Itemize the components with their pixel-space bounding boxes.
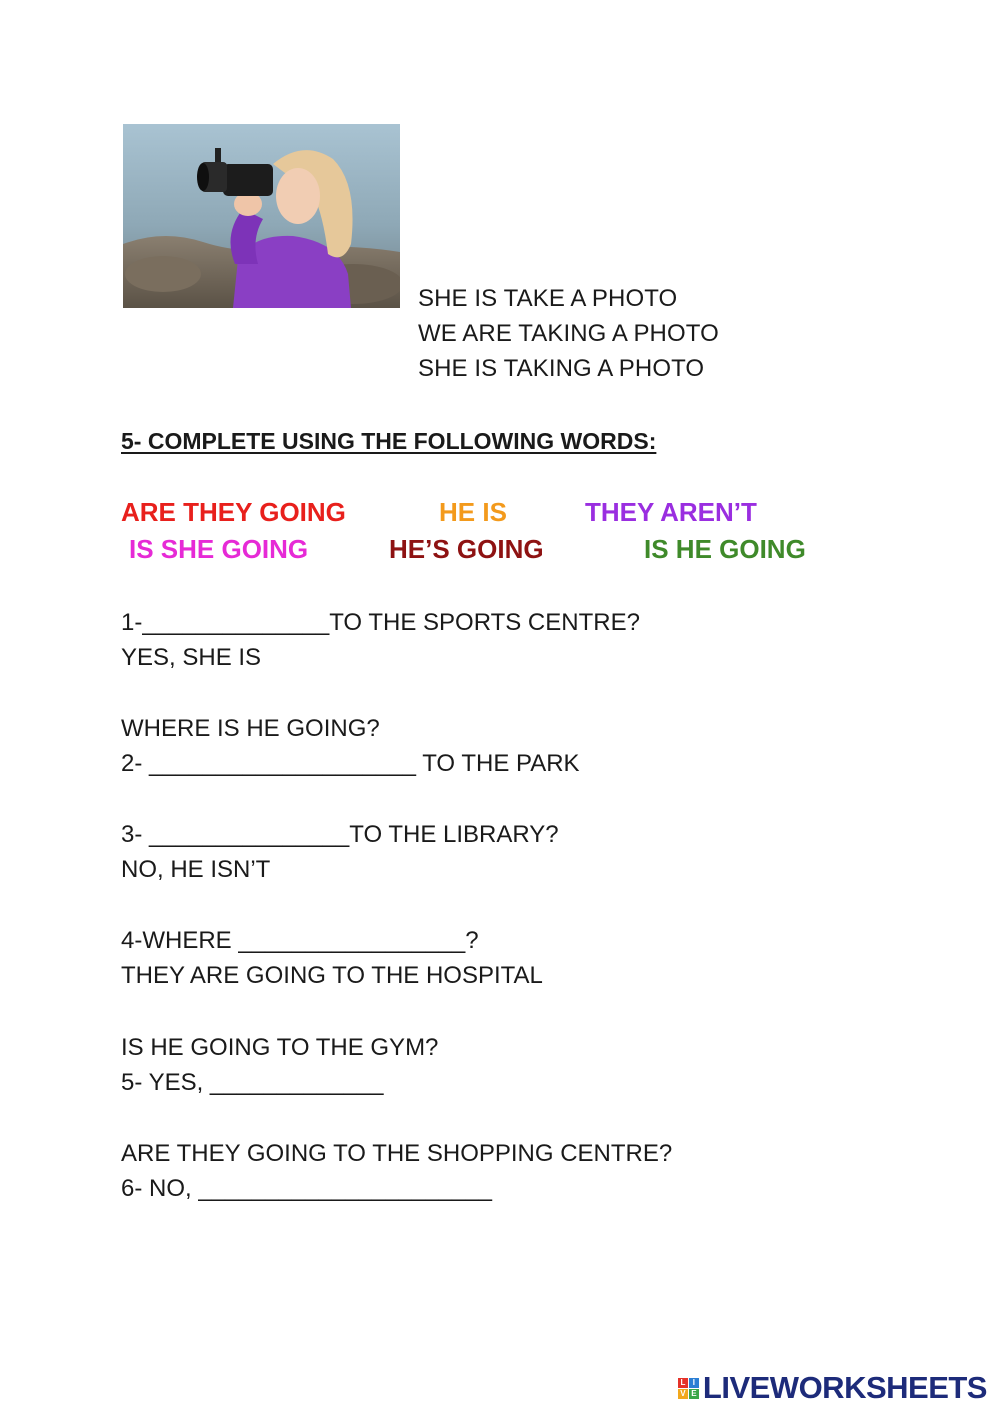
- answer-4: THEY ARE GOING TO THE HOSPITAL: [121, 962, 543, 989]
- prompt-6: ARE THEY GOING TO THE SHOPPING CENTRE?: [121, 1140, 673, 1167]
- word-bank-item: ARE THEY GOING: [121, 497, 346, 527]
- logo-blocks-icon: L I V E: [678, 1378, 699, 1399]
- word-bank-item: IS SHE GOING: [129, 534, 309, 564]
- answer-1: YES, SHE IS: [121, 644, 262, 671]
- question-1: 1-______________TO THE SPORTS CENTRE?: [121, 609, 640, 636]
- word-bank-item: HE IS: [439, 497, 507, 527]
- question-3: 3- _______________TO THE LIBRARY?: [121, 821, 559, 848]
- girl-photographer-photo: [123, 124, 400, 308]
- answer-2: 2- ____________________ TO THE PARK: [121, 750, 580, 777]
- option-line: SHE IS TAKE A PHOTO: [418, 285, 678, 312]
- liveworksheets-logo: [678, 1370, 987, 1406]
- word-bank-item: HE’S GOING: [389, 534, 544, 564]
- question-4: 4-WHERE _________________?: [121, 927, 479, 954]
- logo-text: LIVEWORKSHEETS: [702, 1370, 987, 1405]
- prompt-2: WHERE IS HE GOING?: [121, 715, 380, 742]
- answer-5: 5- YES, _____________: [121, 1069, 384, 1096]
- answer-6: 6- NO, ______________________: [121, 1175, 492, 1202]
- word-bank-item: THEY AREN’T: [585, 497, 757, 527]
- section-heading: 5- COMPLETE USING THE FOLLOWING WORDS:: [121, 428, 657, 454]
- word-bank-item: IS HE GOING: [644, 534, 806, 564]
- answer-3: NO, HE ISN’T: [121, 856, 271, 883]
- option-line: SHE IS TAKING A PHOTO: [418, 355, 705, 382]
- prompt-5: IS HE GOING TO THE GYM?: [121, 1034, 439, 1061]
- option-line: WE ARE TAKING A PHOTO: [418, 320, 719, 347]
